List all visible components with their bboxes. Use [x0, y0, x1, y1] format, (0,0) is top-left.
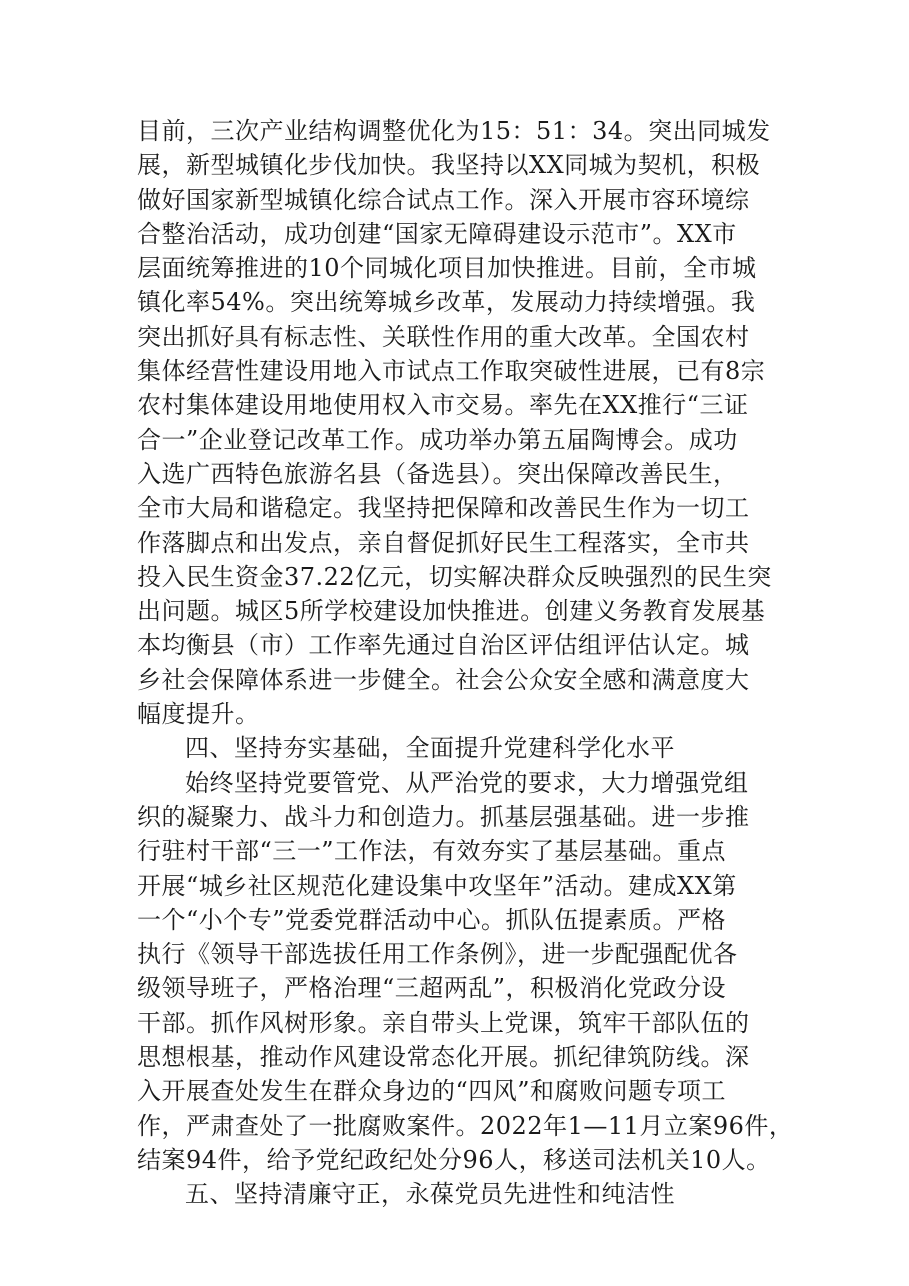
paragraph-line: 全市大局和谐稳定。我坚持把保障和改善民生作为一切工 — [137, 494, 750, 523]
body-text — [137, 114, 794, 1212]
paragraph-line: 结案94件，给予党纪政纪处分96人，移送司法机关10人。 — [137, 1145, 771, 1174]
paragraph-line: 思想根基，推动作风建设常态化开展。抓纪律筑防线。深 — [137, 1043, 750, 1072]
paragraph-line: 入开展查处发生在群众身边的“四风”和腐败问题专项工 — [137, 1077, 727, 1106]
paragraph-line: 投入民生资金37.22亿元，切实解决群众反映强烈的民生突 — [137, 562, 772, 591]
paragraph-line: 乡社会保障体系进一步健全。社会公众安全感和满意度大 — [137, 665, 750, 694]
paragraph-line: 一个“小个专”党委党群活动中心。抓队伍提素质。严格 — [137, 905, 727, 934]
paragraph-line: 集体经营性建设用地入市试点工作取突破性进展，已有8宗 — [137, 357, 766, 386]
paragraph-line: 镇化率54%。突出统筹城乡改革，发展动力持续增强。我 — [137, 288, 756, 317]
paragraph-line: 本均衡县（市）工作率先通过自治区评估组评估认定。城 — [137, 631, 750, 660]
paragraph-line: 层面统筹推进的10个同城化项目加快推进。目前，全市城 — [137, 254, 757, 283]
paragraph-line-indented: 五、坚持清廉守正，永葆党员先进性和纯洁性 — [185, 1180, 675, 1209]
paragraph-line: 执行《领导干部选拔任用工作条例》，进一步配强配优各 — [137, 940, 738, 969]
paragraph-line: 做好国家新型城镇化综合试点工作。深入开展市容环境综 — [137, 185, 750, 214]
paragraph-line: 展，新型城镇化步伐加快。我坚持以XX同城为契机，积极 — [137, 151, 761, 180]
paragraph-line: 入选广西特色旅游名县（备选县）。突出保障改善民生， — [137, 459, 738, 488]
paragraph-line: 级领导班子，严格治理“三超两乱”，积极消化党政分设 — [137, 974, 727, 1003]
paragraph-line: 织的凝聚力、战斗力和创造力。抓基层强基础。进一步推 — [137, 802, 750, 831]
paragraph-line: 作，严肃查处了一批腐败案件。2022年1—11月立案96件， — [137, 1111, 794, 1140]
paragraph-line: 出问题。城区5所学校建设加快推进。创建义务教育发展基 — [137, 597, 766, 626]
paragraph-line: 合一”企业登记改革工作。成功举办第五届陶博会。成功 — [137, 425, 738, 454]
paragraph-line: 突出抓好具有标志性、关联性作用的重大改革。全国农村 — [137, 322, 750, 351]
paragraph-line: 合整治活动，成功创建“国家无障碍建设示范市”。XX市 — [137, 219, 737, 248]
paragraph-line-indented: 始终坚持党要管党、从严治党的要求，大力增强党组 — [185, 768, 749, 797]
paragraph-line: 开展“城乡社区规范化建设集中攻坚年”活动。建成XX第 — [137, 871, 737, 900]
paragraph-line: 农村集体建设用地使用权入市交易。率先在XX推行“三证 — [137, 391, 749, 420]
paragraph-line: 干部。抓作风树形象。亲自带头上党课，筑牢干部队伍的 — [137, 1008, 750, 1037]
paragraph-line: 作落脚点和出发点，亲自督促抓好民生工程落实，全市共 — [137, 528, 750, 557]
paragraph-line-indented: 四、坚持夯实基础，全面提升党建科学化水平 — [185, 734, 675, 763]
paragraph-line: 目前，三次产业结构调整优化为15：51：34。突出同城发 — [137, 117, 771, 145]
paragraph-line: 幅度提升。 — [137, 700, 260, 729]
paragraph-line: 行驻村干部“三一”工作法，有效夯实了基层基础。重点 — [137, 837, 727, 866]
